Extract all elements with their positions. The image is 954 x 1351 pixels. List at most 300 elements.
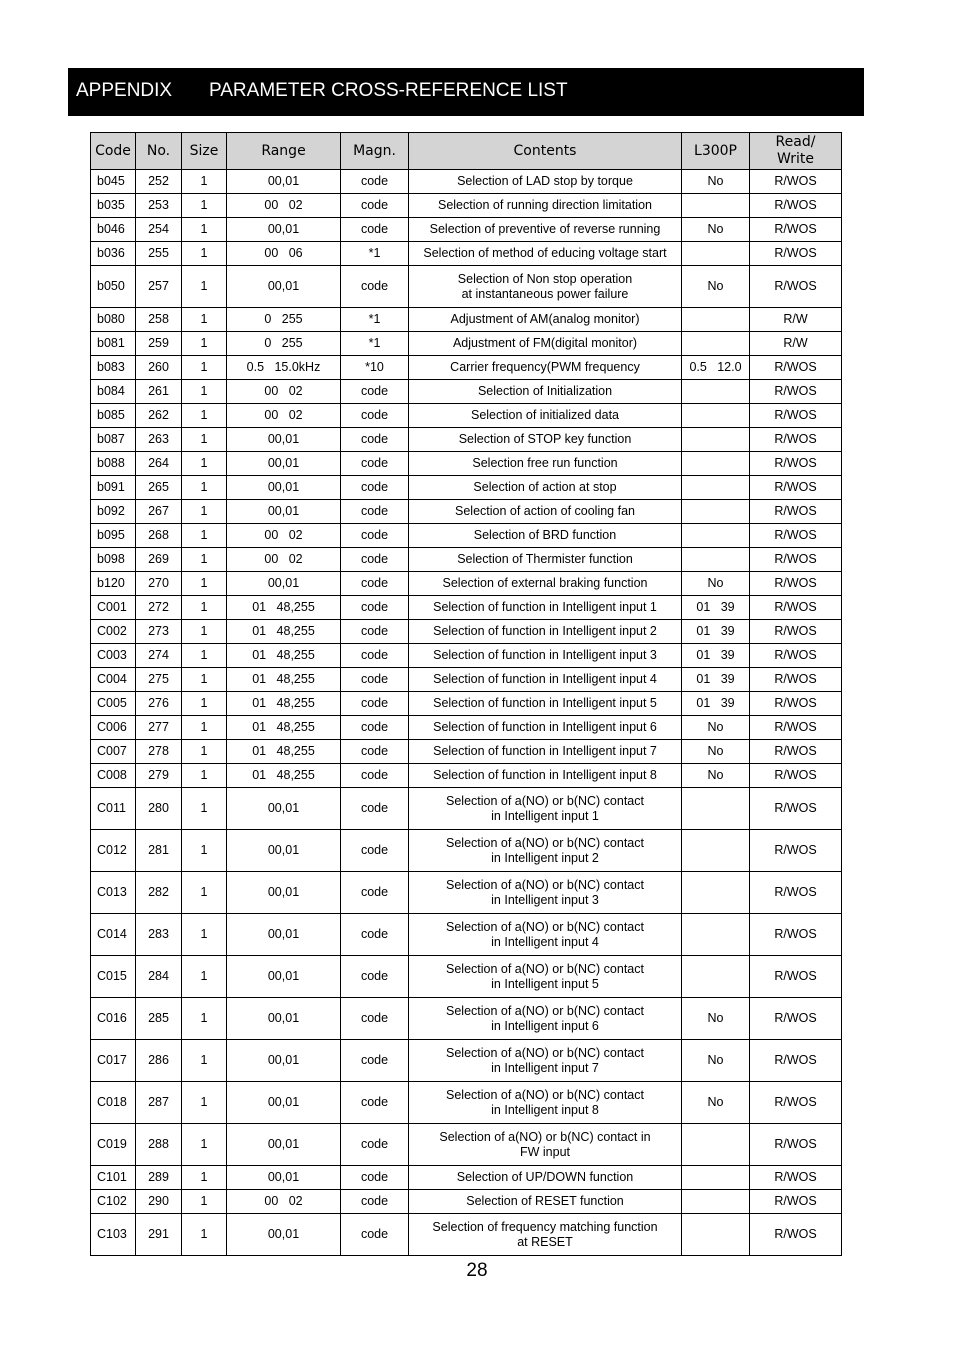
- table-row: [91, 1124, 842, 1166]
- cell-size: 1: [182, 308, 227, 332]
- cell-range: 01 48,255: [227, 596, 341, 620]
- cell-read-write: R/WOS: [750, 476, 842, 500]
- cell-no: 252: [136, 170, 182, 194]
- cell-l300p: [682, 404, 750, 428]
- cell-code: C103: [91, 1214, 136, 1256]
- cell-size: 1: [182, 788, 227, 830]
- cell-code: b084: [91, 380, 136, 404]
- cell-contents: Selection of function in Intelligent input 8: [409, 764, 682, 788]
- parameter-table: [90, 132, 842, 1256]
- cell-size: 1: [182, 170, 227, 194]
- cell-read-write: R/WOS: [750, 548, 842, 572]
- table-row: [91, 452, 842, 476]
- cell-contents: Selection of a(NO) or b(NC) contact in Intelligent input 5: [409, 956, 682, 998]
- table-row: [91, 170, 842, 194]
- cell-l300p: [682, 242, 750, 266]
- cell-no: 284: [136, 956, 182, 998]
- table-row: [91, 548, 842, 572]
- cell-range: 00,01: [227, 956, 341, 998]
- cell-magn: code: [341, 914, 409, 956]
- cell-l300p: [682, 548, 750, 572]
- table-row: [91, 266, 842, 308]
- cell-code: C002: [91, 620, 136, 644]
- section-label: APPENDIX: [76, 80, 173, 101]
- cell-l300p: [682, 476, 750, 500]
- cell-size: 1: [182, 1166, 227, 1190]
- cell-size: 1: [182, 1082, 227, 1124]
- cell-code: C011: [91, 788, 136, 830]
- cell-range: 00 02: [227, 194, 341, 218]
- cell-no: 267: [136, 500, 182, 524]
- cell-contents: Selection of function in Intelligent input 5: [409, 692, 682, 716]
- cell-range: 01 48,255: [227, 692, 341, 716]
- cell-magn: code: [341, 1082, 409, 1124]
- column-header-contents: Contents: [409, 133, 682, 170]
- cell-no: 268: [136, 524, 182, 548]
- cell-no: 264: [136, 452, 182, 476]
- cell-magn: *1: [341, 242, 409, 266]
- cell-contents: Selection of initialized data: [409, 404, 682, 428]
- cell-size: 1: [182, 572, 227, 596]
- cell-contents: Selection of LAD stop by torque: [409, 170, 682, 194]
- cell-no: 276: [136, 692, 182, 716]
- cell-size: 1: [182, 764, 227, 788]
- cell-magn: code: [341, 1166, 409, 1190]
- cell-code: C012: [91, 830, 136, 872]
- table-row: [91, 788, 842, 830]
- cell-read-write: R/WOS: [750, 404, 842, 428]
- cell-no: 262: [136, 404, 182, 428]
- cell-no: 291: [136, 1214, 182, 1256]
- table-row: [91, 572, 842, 596]
- cell-read-write: R/WOS: [750, 218, 842, 242]
- cell-magn: code: [341, 998, 409, 1040]
- cell-contents: Selection free run function: [409, 452, 682, 476]
- cell-code: C003: [91, 644, 136, 668]
- cell-no: 258: [136, 308, 182, 332]
- cell-read-write: R/WOS: [750, 572, 842, 596]
- cell-contents: Selection of preventive of reverse running: [409, 218, 682, 242]
- cell-code: b081: [91, 332, 136, 356]
- cell-range: 00,01: [227, 1214, 341, 1256]
- cell-size: 1: [182, 452, 227, 476]
- cell-no: 280: [136, 788, 182, 830]
- cell-size: 1: [182, 872, 227, 914]
- cell-size: 1: [182, 500, 227, 524]
- table-row: [91, 998, 842, 1040]
- cell-code: C006: [91, 716, 136, 740]
- table-row: [91, 668, 842, 692]
- cell-read-write: R/WOS: [750, 1124, 842, 1166]
- cell-magn: code: [341, 500, 409, 524]
- cell-magn: code: [341, 428, 409, 452]
- table-row: [91, 1214, 842, 1256]
- cell-code: C016: [91, 998, 136, 1040]
- cell-contents: Selection of a(NO) or b(NC) contact in Intelligent input 1: [409, 788, 682, 830]
- cell-l300p: [682, 308, 750, 332]
- cell-l300p: No: [682, 998, 750, 1040]
- cell-l300p: 01 39: [682, 596, 750, 620]
- cell-code: C005: [91, 692, 136, 716]
- column-header-l300p: L300P: [682, 133, 750, 170]
- cell-read-write: R/WOS: [750, 740, 842, 764]
- cell-size: 1: [182, 242, 227, 266]
- table-row: [91, 476, 842, 500]
- cell-range: 01 48,255: [227, 644, 341, 668]
- cell-range: 00,01: [227, 218, 341, 242]
- cell-range: 00,01: [227, 788, 341, 830]
- cell-contents: Selection of running direction limitation: [409, 194, 682, 218]
- cell-code: C017: [91, 1040, 136, 1082]
- cell-no: 281: [136, 830, 182, 872]
- cell-read-write: R/WOS: [750, 692, 842, 716]
- cell-magn: code: [341, 572, 409, 596]
- cell-magn: code: [341, 1214, 409, 1256]
- cell-magn: code: [341, 872, 409, 914]
- cell-no: 274: [136, 644, 182, 668]
- cell-code: b085: [91, 404, 136, 428]
- cell-no: 289: [136, 1166, 182, 1190]
- cell-l300p: 01 39: [682, 668, 750, 692]
- cell-no: 254: [136, 218, 182, 242]
- cell-read-write: R/WOS: [750, 452, 842, 476]
- cell-read-write: R/WOS: [750, 998, 842, 1040]
- cell-magn: code: [341, 1190, 409, 1214]
- table-row: [91, 914, 842, 956]
- table-row: [91, 428, 842, 452]
- cell-code: C004: [91, 668, 136, 692]
- cell-range: 00,01: [227, 830, 341, 872]
- cell-read-write: R/WOS: [750, 428, 842, 452]
- cell-code: C013: [91, 872, 136, 914]
- cell-no: 273: [136, 620, 182, 644]
- cell-read-write: R/WOS: [750, 1214, 842, 1256]
- cell-l300p: No: [682, 170, 750, 194]
- cell-magn: *1: [341, 332, 409, 356]
- cell-no: 255: [136, 242, 182, 266]
- column-header-size: Size: [182, 133, 227, 170]
- cell-size: 1: [182, 194, 227, 218]
- cell-code: C018: [91, 1082, 136, 1124]
- table-row: [91, 596, 842, 620]
- cell-contents: Adjustment of AM(analog monitor): [409, 308, 682, 332]
- cell-range: 0.5 15.0kHz: [227, 356, 341, 380]
- cell-l300p: 01 39: [682, 644, 750, 668]
- cell-l300p: [682, 1214, 750, 1256]
- cell-magn: code: [341, 764, 409, 788]
- cell-range: 0 255: [227, 308, 341, 332]
- cell-no: 282: [136, 872, 182, 914]
- cell-range: 00,01: [227, 428, 341, 452]
- cell-code: C014: [91, 914, 136, 956]
- cell-l300p: [682, 194, 750, 218]
- cell-l300p: [682, 788, 750, 830]
- cell-contents: Selection of Non stop operation at instantaneous power failure: [409, 266, 682, 308]
- cell-magn: code: [341, 1040, 409, 1082]
- cell-no: 259: [136, 332, 182, 356]
- cell-magn: code: [341, 404, 409, 428]
- cell-no: 253: [136, 194, 182, 218]
- cell-read-write: R/WOS: [750, 1040, 842, 1082]
- cell-size: 1: [182, 548, 227, 572]
- cell-code: b045: [91, 170, 136, 194]
- cell-code: C101: [91, 1166, 136, 1190]
- cell-l300p: [682, 452, 750, 476]
- cell-read-write: R/WOS: [750, 380, 842, 404]
- cell-code: b098: [91, 548, 136, 572]
- page-title: PARAMETER CROSS-REFERENCE LIST: [209, 80, 568, 101]
- cell-code: C102: [91, 1190, 136, 1214]
- cell-size: 1: [182, 692, 227, 716]
- cell-l300p: No: [682, 716, 750, 740]
- cell-range: 00,01: [227, 1082, 341, 1124]
- cell-contents: Selection of BRD function: [409, 524, 682, 548]
- cell-contents: Selection of Thermister function: [409, 548, 682, 572]
- cell-no: 290: [136, 1190, 182, 1214]
- cell-magn: code: [341, 524, 409, 548]
- cell-code: C007: [91, 740, 136, 764]
- cell-l300p: [682, 830, 750, 872]
- cell-range: 01 48,255: [227, 764, 341, 788]
- cell-l300p: No: [682, 1040, 750, 1082]
- cell-code: b088: [91, 452, 136, 476]
- cell-l300p: [682, 956, 750, 998]
- cell-code: b095: [91, 524, 136, 548]
- cell-size: 1: [182, 404, 227, 428]
- cell-contents: Selection of STOP key function: [409, 428, 682, 452]
- cell-code: b046: [91, 218, 136, 242]
- cell-read-write: R/WOS: [750, 830, 842, 872]
- cell-size: 1: [182, 668, 227, 692]
- cell-magn: code: [341, 380, 409, 404]
- cell-read-write: R/WOS: [750, 1082, 842, 1124]
- table-row: [91, 242, 842, 266]
- cell-range: 01 48,255: [227, 716, 341, 740]
- cell-range: 00,01: [227, 1166, 341, 1190]
- cell-contents: Selection of function in Intelligent input 1: [409, 596, 682, 620]
- table-row: [91, 764, 842, 788]
- cell-contents: Selection of function in Intelligent input 2: [409, 620, 682, 644]
- cell-size: 1: [182, 524, 227, 548]
- table-row: [91, 524, 842, 548]
- cell-contents: Selection of frequency matching function at RESET: [409, 1214, 682, 1256]
- cell-l300p: [682, 914, 750, 956]
- cell-contents: Selection of method of educing voltage start: [409, 242, 682, 266]
- cell-read-write: R/WOS: [750, 644, 842, 668]
- cell-contents: Selection of UP/DOWN function: [409, 1166, 682, 1190]
- cell-contents: Selection of RESET function: [409, 1190, 682, 1214]
- cell-magn: code: [341, 266, 409, 308]
- cell-size: 1: [182, 428, 227, 452]
- cell-range: 00 02: [227, 380, 341, 404]
- cell-contents: Selection of action of cooling fan: [409, 500, 682, 524]
- cell-magn: code: [341, 194, 409, 218]
- cell-range: 00,01: [227, 1124, 341, 1166]
- cell-magn: *1: [341, 308, 409, 332]
- cell-l300p: No: [682, 740, 750, 764]
- cell-read-write: R/WOS: [750, 914, 842, 956]
- cell-magn: code: [341, 620, 409, 644]
- cell-range: 00,01: [227, 170, 341, 194]
- cell-no: 270: [136, 572, 182, 596]
- cell-magn: code: [341, 692, 409, 716]
- cell-range: 00,01: [227, 1040, 341, 1082]
- cell-contents: Carrier frequency(PWM frequency: [409, 356, 682, 380]
- cell-l300p: 01 39: [682, 692, 750, 716]
- cell-no: 269: [136, 548, 182, 572]
- cell-contents: Adjustment of FM(digital monitor): [409, 332, 682, 356]
- cell-l300p: [682, 1124, 750, 1166]
- cell-no: 260: [136, 356, 182, 380]
- page-number: 28: [466, 1260, 488, 1281]
- table-row: [91, 1166, 842, 1190]
- cell-contents: Selection of a(NO) or b(NC) contact in FW input: [409, 1124, 682, 1166]
- cell-l300p: [682, 380, 750, 404]
- cell-size: 1: [182, 596, 227, 620]
- cell-no: 261: [136, 380, 182, 404]
- cell-code: b035: [91, 194, 136, 218]
- cell-read-write: R/WOS: [750, 242, 842, 266]
- cell-code: b087: [91, 428, 136, 452]
- cell-code: C001: [91, 596, 136, 620]
- cell-magn: code: [341, 548, 409, 572]
- cell-contents: Selection of a(NO) or b(NC) contact in Intelligent input 4: [409, 914, 682, 956]
- table-row: [91, 644, 842, 668]
- column-header-magn: Magn.: [341, 133, 409, 170]
- cell-l300p: [682, 428, 750, 452]
- cell-read-write: R/WOS: [750, 872, 842, 914]
- cell-l300p: 01 39: [682, 620, 750, 644]
- cell-magn: code: [341, 452, 409, 476]
- cell-l300p: No: [682, 266, 750, 308]
- cell-contents: Selection of external braking function: [409, 572, 682, 596]
- table-row: [91, 716, 842, 740]
- cell-magn: code: [341, 170, 409, 194]
- cell-size: 1: [182, 830, 227, 872]
- cell-range: 00,01: [227, 998, 341, 1040]
- cell-no: 286: [136, 1040, 182, 1082]
- cell-no: 257: [136, 266, 182, 308]
- table-row: [91, 218, 842, 242]
- cell-magn: code: [341, 1124, 409, 1166]
- cell-no: 275: [136, 668, 182, 692]
- cell-range: 00 02: [227, 524, 341, 548]
- cell-contents: Selection of Initialization: [409, 380, 682, 404]
- cell-size: 1: [182, 332, 227, 356]
- cell-no: 285: [136, 998, 182, 1040]
- cell-code: b083: [91, 356, 136, 380]
- cell-contents: Selection of a(NO) or b(NC) contact in Intelligent input 3: [409, 872, 682, 914]
- table-body: [91, 170, 842, 1256]
- cell-contents: Selection of a(NO) or b(NC) contact in Intelligent input 6: [409, 998, 682, 1040]
- cell-contents: Selection of function in Intelligent input 6: [409, 716, 682, 740]
- table-row: [91, 1040, 842, 1082]
- cell-no: 279: [136, 764, 182, 788]
- cell-range: 00 02: [227, 548, 341, 572]
- cell-magn: code: [341, 716, 409, 740]
- cell-contents: Selection of action at stop: [409, 476, 682, 500]
- cell-size: 1: [182, 266, 227, 308]
- cell-contents: Selection of a(NO) or b(NC) contact in Intelligent input 7: [409, 1040, 682, 1082]
- table-row: [91, 404, 842, 428]
- cell-l300p: 0.5 12.0: [682, 356, 750, 380]
- cell-magn: code: [341, 668, 409, 692]
- cell-code: b092: [91, 500, 136, 524]
- cell-no: 287: [136, 1082, 182, 1124]
- table-row: [91, 692, 842, 716]
- cell-size: 1: [182, 914, 227, 956]
- cell-magn: code: [341, 476, 409, 500]
- table-row: [91, 1190, 842, 1214]
- cell-range: 00,01: [227, 266, 341, 308]
- cell-no: 265: [136, 476, 182, 500]
- table-row: [91, 740, 842, 764]
- cell-range: 00,01: [227, 452, 341, 476]
- cell-l300p: No: [682, 218, 750, 242]
- table-row: [91, 194, 842, 218]
- cell-size: 1: [182, 1214, 227, 1256]
- cell-range: 00,01: [227, 572, 341, 596]
- cell-l300p: [682, 1166, 750, 1190]
- table-row: [91, 830, 842, 872]
- cell-range: 00,01: [227, 476, 341, 500]
- cell-no: 277: [136, 716, 182, 740]
- cell-l300p: [682, 500, 750, 524]
- table-row: [91, 872, 842, 914]
- cell-magn: code: [341, 830, 409, 872]
- cell-code: b091: [91, 476, 136, 500]
- page-header-banner: [68, 68, 864, 116]
- cell-magn: code: [341, 788, 409, 830]
- cell-read-write: R/WOS: [750, 194, 842, 218]
- cell-no: 283: [136, 914, 182, 956]
- cell-read-write: R/W: [750, 332, 842, 356]
- cell-no: 263: [136, 428, 182, 452]
- cell-size: 1: [182, 644, 227, 668]
- cell-range: 01 48,255: [227, 740, 341, 764]
- cell-read-write: R/WOS: [750, 524, 842, 548]
- cell-code: C015: [91, 956, 136, 998]
- cell-size: 1: [182, 1040, 227, 1082]
- cell-range: 00 02: [227, 404, 341, 428]
- cell-no: 278: [136, 740, 182, 764]
- cell-code: b080: [91, 308, 136, 332]
- cell-range: 01 48,255: [227, 668, 341, 692]
- cell-magn: code: [341, 740, 409, 764]
- cell-read-write: R/WOS: [750, 668, 842, 692]
- cell-read-write: R/WOS: [750, 716, 842, 740]
- cell-range: 01 48,255: [227, 620, 341, 644]
- column-header-no: No.: [136, 133, 182, 170]
- cell-read-write: R/WOS: [750, 266, 842, 308]
- cell-size: 1: [182, 1124, 227, 1166]
- cell-l300p: [682, 332, 750, 356]
- cell-contents: Selection of a(NO) or b(NC) contact in Intelligent input 2: [409, 830, 682, 872]
- cell-l300p: No: [682, 572, 750, 596]
- cell-read-write: R/WOS: [750, 1190, 842, 1214]
- cell-l300p: [682, 1190, 750, 1214]
- cell-code: b120: [91, 572, 136, 596]
- cell-contents: Selection of function in Intelligent input 4: [409, 668, 682, 692]
- table-header-row: [91, 133, 842, 170]
- cell-magn: code: [341, 644, 409, 668]
- cell-read-write: R/WOS: [750, 620, 842, 644]
- cell-read-write: R/W: [750, 308, 842, 332]
- table-row: [91, 620, 842, 644]
- cell-size: 1: [182, 356, 227, 380]
- table-row: [91, 332, 842, 356]
- cell-code: b050: [91, 266, 136, 308]
